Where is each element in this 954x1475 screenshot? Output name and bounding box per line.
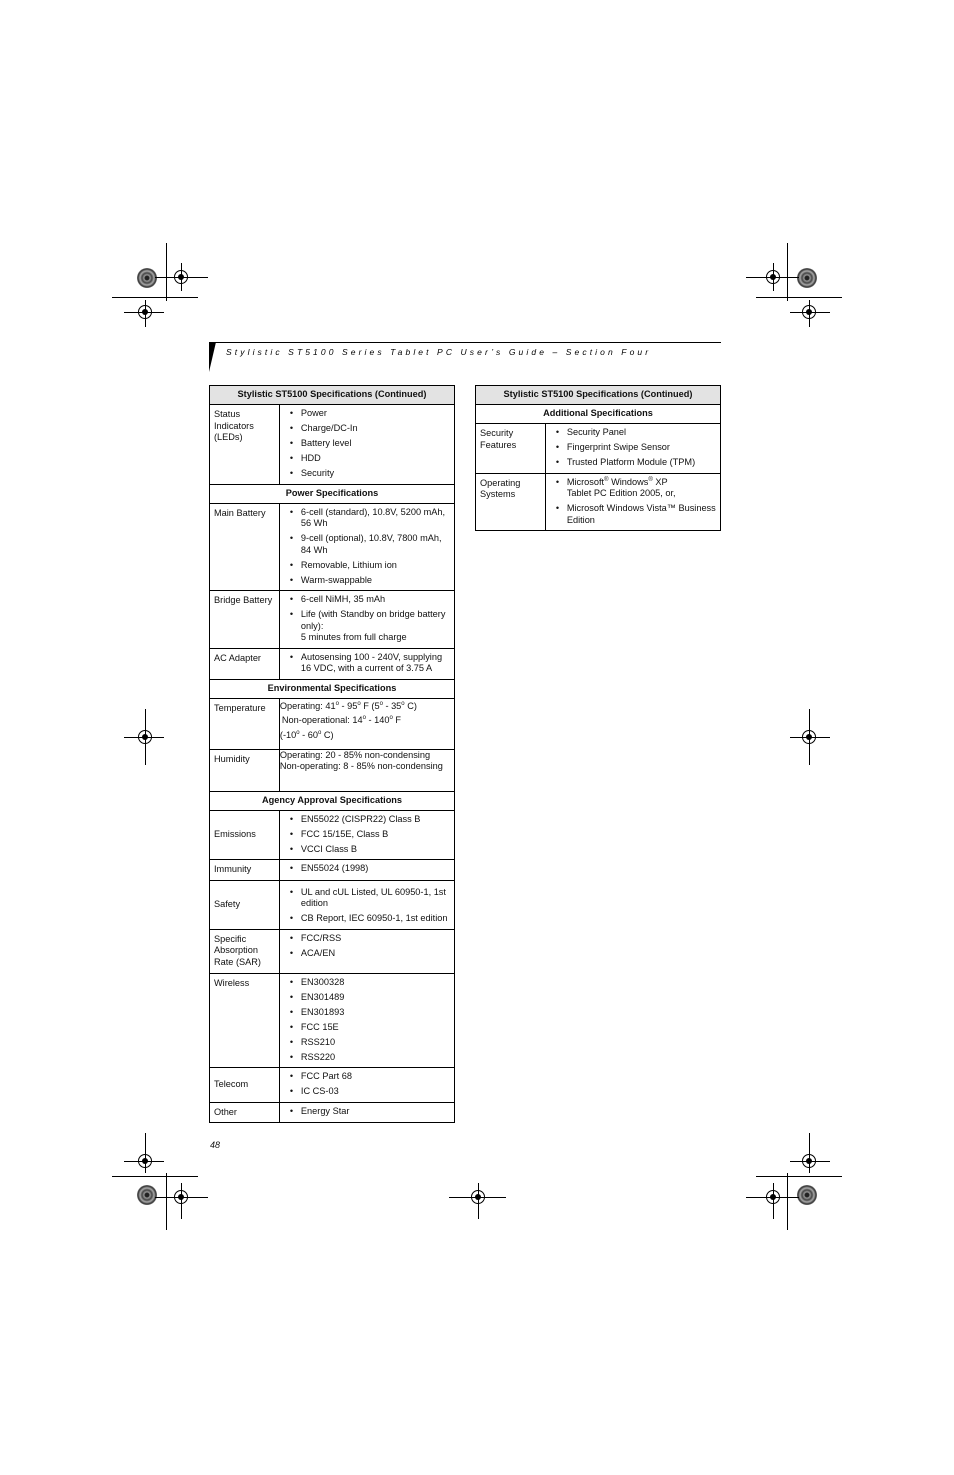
list-item: • EN301489 (284, 992, 450, 1004)
list-item: • Security Panel (550, 427, 716, 439)
row-label: Immunity (210, 860, 280, 881)
color-rosette-icon (137, 268, 157, 288)
row-label: Humidity (210, 749, 280, 791)
list-item-text: 5 minutes from full charge (300, 632, 407, 642)
table-caption: Stylistic ST5100 Specifications (Continued) (476, 386, 721, 405)
humidity-values (279, 749, 454, 791)
humidity-non-operating: Non-operating: 8 - 85% non-condensing (279, 761, 443, 771)
list-item: • RSS220 (284, 1052, 450, 1064)
list-item: • Battery level (284, 438, 450, 450)
header-rule (209, 342, 721, 343)
list-item: • FCC 15E (284, 1022, 450, 1034)
table-row (210, 1068, 455, 1103)
table-row (476, 473, 721, 531)
row-label: Telecom (210, 1068, 280, 1103)
running-header: Stylistic ST5100 Series Tablet PC User’s Guide – Section Four (226, 347, 652, 357)
registration-target-icon (766, 1190, 780, 1204)
row-label: Temperature (210, 698, 280, 749)
registration-target-icon (802, 1154, 816, 1168)
list-item: • Autosensing 100 - 240V, supplying 16 VDC, with a current of 3.75 A (284, 652, 450, 675)
list-item: • Microsoft Windows Vista™ Business Edition (550, 503, 716, 526)
crop-line (112, 1176, 198, 1177)
row-label: Status Indicators (LEDs) (210, 405, 280, 485)
registration-target-icon (802, 305, 816, 319)
list-item: • Warm-swappable (284, 575, 450, 587)
temperature-values (279, 698, 454, 749)
table-row (210, 860, 455, 881)
list-item: • EN55024 (1998) (284, 863, 450, 875)
list-item: • Power (284, 408, 450, 420)
list-item: • Charge/DC-In (284, 423, 450, 435)
table-row (210, 749, 455, 791)
registration-target-icon (138, 730, 152, 744)
list-item: • 6-cell NiMH, 35 mAh (284, 594, 450, 606)
section-heading: Power Specifications (210, 484, 455, 503)
table-row (210, 929, 455, 973)
list-item: • EN301893 (284, 1007, 450, 1019)
row-label: Other (210, 1102, 280, 1123)
table-row (476, 424, 721, 474)
list-item: • 6-cell (standard), 10.8V, 5200 mAh, 56 Wh (284, 507, 450, 530)
row-label: Specific Absorption Rate (SAR) (210, 929, 280, 973)
color-rosette-icon (797, 268, 817, 288)
bullet-list (550, 427, 716, 469)
bullet-list (284, 594, 450, 644)
crop-line (166, 1173, 167, 1230)
section-heading: Environmental Specifications (210, 679, 455, 698)
table-row (210, 591, 455, 649)
section-heading: Agency Approval Specifications (210, 791, 455, 810)
list-item: • Fingerprint Swipe Sensor (550, 442, 716, 454)
bullet-list (284, 1106, 450, 1118)
crop-line (756, 1176, 842, 1177)
table-row (210, 648, 455, 679)
list-item: • RSS210 (284, 1037, 450, 1049)
crop-line (756, 297, 842, 298)
page-number: 48 (210, 1140, 221, 1150)
bullet-list (284, 814, 450, 856)
list-item: • Trusted Platform Module (TPM) (550, 457, 716, 469)
registration-target-icon (138, 305, 152, 319)
row-label: Wireless (210, 973, 280, 1068)
list-item: • Security (284, 468, 450, 480)
bullet-list (284, 408, 450, 480)
list-item: • ACA/EN (284, 948, 450, 960)
list-item: • Energy Star (284, 1106, 450, 1118)
temperature-celsius: (-10$^o$ - 60$^o$ C) (279, 729, 334, 740)
header-tab-marker (209, 342, 216, 372)
table-caption: Stylistic ST5100 Specifications (Continued) (210, 386, 455, 405)
table-row (210, 880, 455, 929)
registration-target-icon (138, 1154, 152, 1168)
table-row (210, 1102, 455, 1123)
bullet-list (550, 477, 716, 527)
table-row (210, 405, 455, 485)
temperature-non-operational: Non-operational: 14$^o$ - 140$^o$ F (281, 714, 401, 725)
list-item: • HDD (284, 453, 450, 465)
spec-table-right (475, 385, 721, 531)
row-label: Bridge Battery (210, 591, 280, 649)
bullet-list (284, 977, 450, 1064)
list-item: • Microsoft® Windows® XP Tablet PC Edition 2005, or, (550, 477, 716, 500)
list-item: • Removable, Lithium ion (284, 560, 450, 572)
row-label: Main Battery (210, 503, 280, 591)
section-heading: Additional Specifications (476, 405, 721, 424)
bullet-list (284, 887, 450, 925)
temperature-operating: Operating: 41$^o$ - 95$^o$ F (5$^o$ - 35$^o$ C) (279, 700, 417, 711)
row-label: AC Adapter (210, 648, 280, 679)
table-row (210, 698, 455, 749)
table-row (210, 973, 455, 1068)
bullet-list (284, 863, 450, 875)
crop-line (166, 243, 167, 301)
table-row (210, 810, 455, 860)
list-item: • FCC/RSS (284, 933, 450, 945)
bullet-list (284, 933, 450, 960)
list-item: • FCC Part 68 (284, 1071, 450, 1083)
crop-line (112, 297, 198, 298)
humidity-operating: Operating: 20 - 85% non-condensing (279, 749, 431, 760)
list-item: • UL and cUL Listed, UL 60950-1, 1st edition (284, 887, 450, 910)
row-label: Security Features (476, 424, 546, 474)
list-item: • 9-cell (optional), 10.8V, 7800 mAh, 84 Wh (284, 533, 450, 556)
bullet-list (284, 507, 450, 587)
bullet-list (284, 1071, 450, 1098)
list-item (284, 609, 450, 644)
registration-target-icon (174, 1190, 188, 1204)
bullet-list (284, 652, 450, 675)
color-rosette-icon (137, 1185, 157, 1205)
registration-target-icon (471, 1190, 485, 1204)
registration-target-icon (174, 270, 188, 284)
row-label: Emissions (210, 810, 280, 860)
list-item: • IC CS-03 (284, 1086, 450, 1098)
row-label: Operating Systems (476, 473, 546, 531)
row-label: Safety (210, 880, 280, 929)
color-rosette-icon (797, 1185, 817, 1205)
table-row (210, 503, 455, 591)
list-item: • VCCI Class B (284, 844, 450, 856)
list-item-text: Life (with Standby on bridge battery only): (300, 609, 446, 631)
list-item: • EN55022 (CISPR22) Class B (284, 814, 450, 826)
list-item: • FCC 15/15E, Class B (284, 829, 450, 841)
list-item: • EN300328 (284, 977, 450, 989)
registration-target-icon (766, 270, 780, 284)
spec-table-left (209, 385, 455, 1123)
crop-line (787, 243, 788, 301)
crop-line (787, 1173, 788, 1230)
list-item: • CB Report, IEC 60950-1, 1st edition (284, 913, 450, 925)
registration-target-icon (802, 730, 816, 744)
